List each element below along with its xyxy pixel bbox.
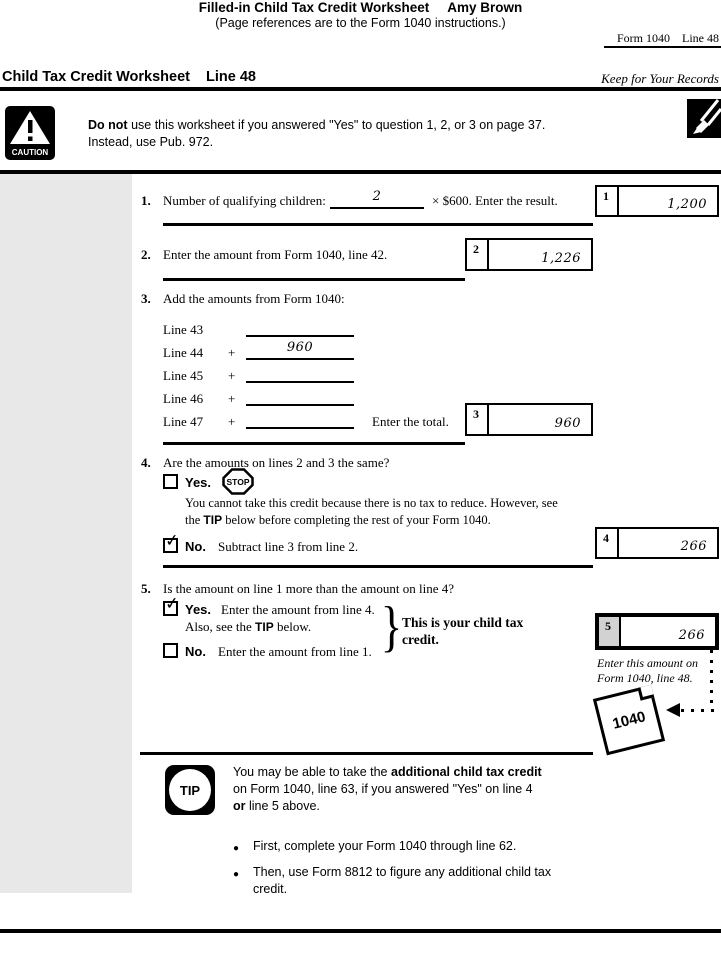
line5-no-label: No. (185, 644, 206, 659)
bottom-divider (0, 929, 721, 933)
line47-underline (246, 427, 354, 429)
line4-question: Are the amounts on lines 2 and 3 the same? (163, 455, 390, 470)
line1-number: 1. (141, 193, 151, 208)
tip-icon-label: TIP (169, 769, 211, 811)
page-title (0, 0, 721, 15)
child-tax-credit-label: This is your child tax credit. (402, 615, 524, 647)
line3-box-label: 3 (467, 405, 489, 434)
form-1040-icon-label: 1040 (610, 707, 648, 733)
line5-number: 5. (141, 581, 151, 596)
line3-divider (163, 442, 465, 445)
page-subtitle: (Page references are to the Form 1040 instructions.) (215, 16, 506, 30)
line4-box-label: 4 (597, 529, 619, 557)
line43-label: Line 43 (163, 322, 204, 337)
tip-bullet-2: ● Then, use Form 8812 to figure any additional child tax credit. (233, 865, 552, 896)
line1-box-value[interactable]: 1,200 (667, 197, 707, 212)
line46-underline (246, 404, 354, 406)
arrowhead-icon (666, 703, 680, 717)
taxpayer-name: Amy Brown (447, 0, 523, 15)
line2-number: 2. (141, 247, 151, 262)
line1-text-after: × $600. Enter the result. (432, 193, 558, 208)
line1-box-label: 1 (597, 187, 619, 215)
caution-text: Do not use this worksheet if you answered "Yes" to question 1, 2, or 3 on page 37. Instead, use Pub. 972. (88, 118, 546, 149)
worksheet-title-line: Line 48 (206, 69, 256, 85)
tip-word-bold-2: TIP (255, 620, 274, 634)
line44-field[interactable]: 960 (286, 340, 314, 355)
qualifying-children-field[interactable]: 2 (372, 189, 382, 204)
caution-icon (5, 106, 55, 160)
line5-yes-label: Yes. (185, 602, 212, 617)
page-title-main: Filled-in Child Tax Credit Worksheet (198, 0, 430, 15)
line2-divider (163, 278, 465, 281)
line5-divider (140, 752, 593, 755)
line2-text: Enter the amount from Form 1040, line 42. (163, 247, 388, 262)
line3-amount-box (465, 403, 593, 436)
line5-question: Is the amount on line 1 more than the amount on line 4? (163, 581, 454, 596)
line5-no-checkbox[interactable] (163, 643, 178, 658)
line2-box-value[interactable]: 1,226 (541, 251, 581, 266)
line3-box-value[interactable]: 960 (554, 416, 581, 431)
line5-no-text: Enter the amount from line 1. (218, 644, 372, 659)
caution-bold: Do not (88, 118, 128, 132)
tip-bullet-1: ● First, complete your Form 1040 through line 62. (233, 838, 578, 857)
line43-underline (246, 335, 354, 337)
line4-no-text: Subtract line 3 from line 2. (218, 539, 359, 554)
line1-fill-underline (330, 207, 424, 209)
line4-number: 4. (141, 455, 151, 470)
form-reference-line: Line 48 (682, 31, 719, 45)
tip-word-bold: TIP (203, 513, 223, 527)
line46-label: Line 46 (163, 391, 204, 406)
caution-icon-label: CAUTION (11, 148, 49, 157)
line45-underline (246, 381, 354, 383)
form-reference (500, 31, 719, 46)
line47-op: + (228, 414, 236, 429)
line5-box-label: 5 (599, 617, 621, 646)
line5-yes-checkbox[interactable] (163, 593, 181, 616)
line4-divider (163, 565, 593, 568)
line4-yes-note-line2: the TIP below before completing the rest of your Form 1040. (185, 513, 491, 527)
line3-text: Add the amounts from Form 1040: (163, 291, 345, 306)
line4-yes-checkbox[interactable] (163, 474, 178, 489)
tip-icon (165, 765, 215, 815)
line4-yes-label: Yes. (185, 475, 212, 490)
bullet-icon: ● (233, 869, 240, 880)
line5-yes-checkmark: ✓ (163, 593, 181, 615)
tip-paragraph: You may be able to take the additional child tax credit on Form 1040, line 63, if you answered "Yes" on line 4 or line 5 above. (233, 765, 542, 813)
form-1040-icon (593, 685, 665, 756)
line4-no-label: No. (185, 539, 206, 554)
line1-divider (163, 223, 593, 226)
line1-amount-box (595, 185, 719, 217)
line47-label: Line 47 (163, 414, 204, 429)
line5-box-value[interactable]: 266 (678, 628, 705, 643)
line2-box-label: 2 (467, 240, 489, 269)
line44-underline (246, 358, 354, 360)
line4-amount-box (595, 527, 719, 559)
left-margin-shading (0, 174, 132, 893)
folded-corner (638, 685, 655, 701)
line44-op: + (228, 345, 236, 360)
line45-label: Line 45 (163, 368, 204, 383)
line4-no-checkmark: ✓ (163, 530, 181, 552)
keep-for-records-note: Keep for Your Records (601, 71, 719, 86)
form-reference-form: Form 1040 (616, 31, 670, 45)
line5-yes-text: Enter the amount from line 4. (221, 602, 375, 617)
dotted-line-horizontal (681, 709, 714, 712)
pencil-icon (687, 99, 721, 138)
enter-amount-note: Enter this amount on Form 1040, line 48. (597, 656, 698, 685)
line4-box-value[interactable]: 266 (680, 539, 707, 554)
line45-op: + (228, 368, 236, 383)
line5-yes-text2: Also, see the TIP below. (185, 619, 312, 634)
stop-icon-label: STOP (226, 477, 250, 487)
line1-text: Number of qualifying children: (163, 193, 326, 208)
stop-icon (222, 468, 254, 495)
form-reference-underline (604, 46, 721, 48)
line3-number: 3. (141, 291, 151, 306)
bullet-icon: ● (233, 843, 240, 854)
line46-op: + (228, 391, 236, 406)
header-divider (0, 87, 721, 91)
line5-amount-box (595, 613, 719, 650)
brace-glyph: } (380, 596, 403, 658)
worksheet-title: Child Tax Credit Worksheet Line 48 (2, 69, 256, 85)
dotted-line-vertical (710, 650, 713, 708)
line3-total-label: Enter the total. (372, 414, 449, 429)
line44-label: Line 44 (163, 345, 204, 360)
line2-amount-box (465, 238, 593, 271)
line4-yes-note-line1: You cannot take this credit because there is no tax to reduce. However, see (185, 496, 558, 510)
line4-no-checkbox[interactable] (163, 530, 181, 553)
